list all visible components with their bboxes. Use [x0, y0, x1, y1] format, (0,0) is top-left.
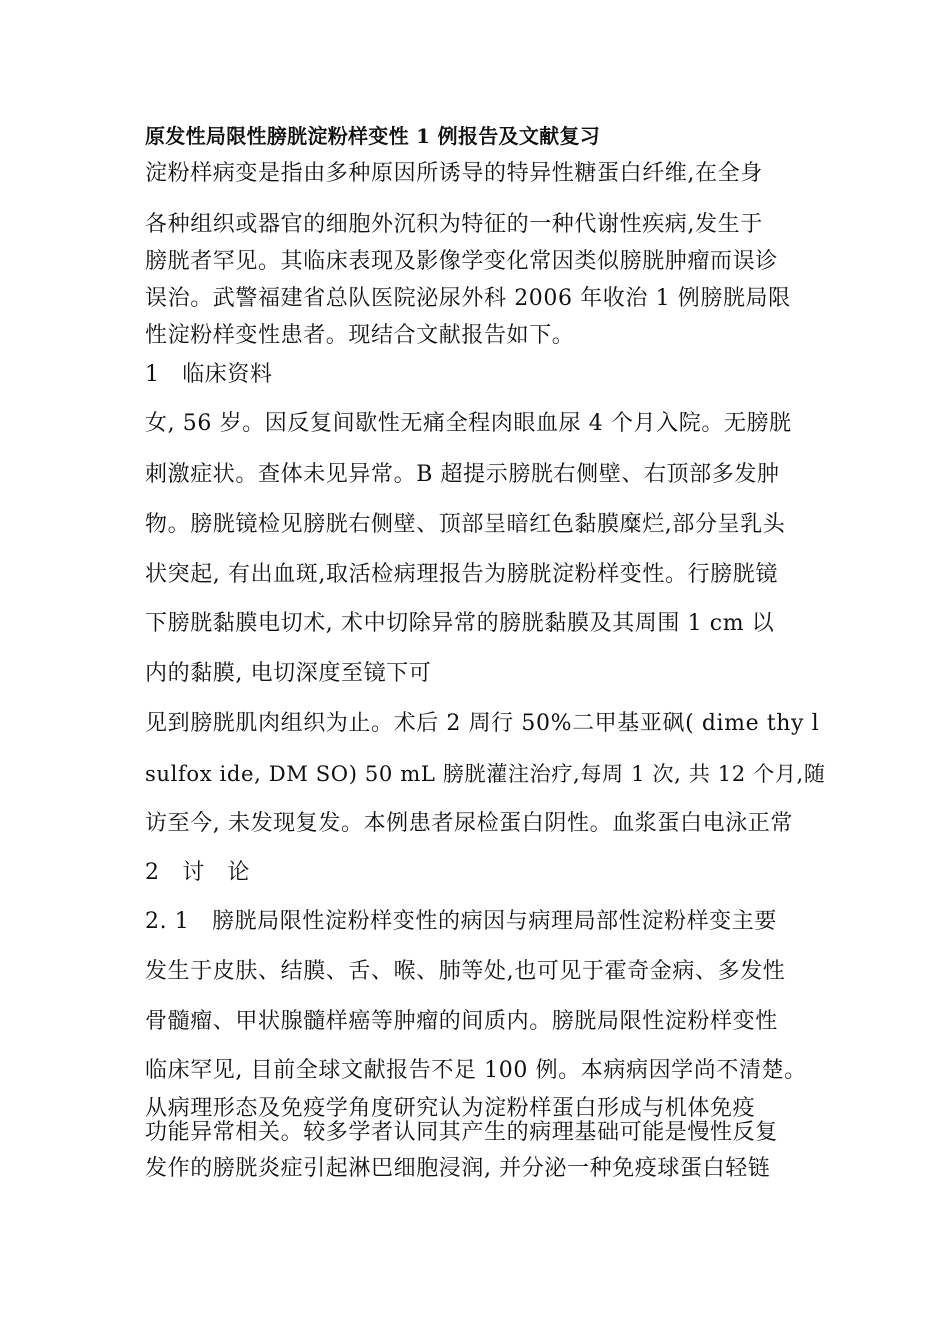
paragraph-line: 性淀粉样变性患者。现结合文献报告如下。 — [145, 323, 575, 348]
paragraph-line: 发生于皮肤、结膜、舌、喉、肺等处,也可见于霍奇金病、多发性 — [145, 959, 786, 984]
paragraph-line: 2. 1 膀胱局限性淀粉样变性的病因与病理局部性淀粉样变主要 — [145, 909, 777, 934]
paragraph-line: sulfox ide, DM SO) 50 mL 膀胱灌注治疗,每周 1 次, 共 12 个月,随 — [145, 761, 826, 786]
paragraph-line: 骨髓瘤、甲状腺髓样癌等肿瘤的间质内。膀胱局限性淀粉样变性 — [145, 1009, 778, 1034]
paragraph-line: 刺激症状。查体未见异常。B 超提示膀胱右侧壁、右顶部多发肿 — [145, 462, 780, 487]
paragraph-line: 淀粉样病变是指由多种原因所诱导的特异性糖蛋白纤维,在全身 — [145, 161, 763, 186]
document-title: 原发性局限性膀胱淀粉样变性 1 例报告及文献复习 — [145, 124, 601, 148]
paragraph-line: 物。膀胱镜检见膀胱右侧壁、顶部呈暗红色黏膜糜烂,部分呈乳头 — [145, 512, 786, 537]
paragraph-line: 内的黏膜, 电切深度至镜下可 — [145, 661, 432, 686]
paragraph-line: 功能异常相关。较多学者认同其产生的病理基础可能是慢性反复 — [145, 1120, 778, 1145]
paragraph-line: 误治。武警福建省总队医院泌尿外科 2006 年收治 1 例膀胱局限 — [145, 286, 791, 311]
section-heading: 2 讨 论 — [145, 860, 250, 885]
paragraph-line: 访至今, 未发现复发。本例患者尿检蛋白阴性。血浆蛋白电泳正常 — [145, 811, 793, 836]
section-heading: 1 临床资料 — [145, 362, 273, 387]
paragraph-line: 临床罕见, 目前全球文献报告不足 100 例。本病病因学尚不清楚。 — [145, 1058, 807, 1083]
paragraph-line: 状突起, 有出血斑,取活检病理报告为膀胱淀粉样变性。行膀胱镜 — [145, 562, 778, 587]
paragraph-line: 发作的膀胱炎症引起淋巴细胞浸润, 并分泌一种免疫球蛋白轻链 — [145, 1156, 771, 1181]
paragraph-line: 女, 56 岁。因反复间歇性无痛全程肉眼血尿 4 个月入院。无膀胱 — [145, 411, 792, 436]
paragraph-line: 膀胱者罕见。其临床表现及影像学变化常因类似膀胱肿瘤而误诊 — [145, 249, 778, 274]
paragraph-line: 各种组织或器官的细胞外沉积为特征的一种代谢性疾病,发生于 — [145, 212, 763, 237]
paragraph-line: 见到膀胱肌肉组织为止。术后 2 周行 50%二甲基亚砜( dime thy l — [145, 711, 820, 736]
paragraph-line: 从病理形态及免疫学角度研究认为淀粉样蛋白形成与机体免疫 — [145, 1096, 756, 1121]
paragraph-line: 下膀胱黏膜电切术, 术中切除异常的膀胱黏膜及其周围 1 cm 以 — [145, 611, 775, 636]
